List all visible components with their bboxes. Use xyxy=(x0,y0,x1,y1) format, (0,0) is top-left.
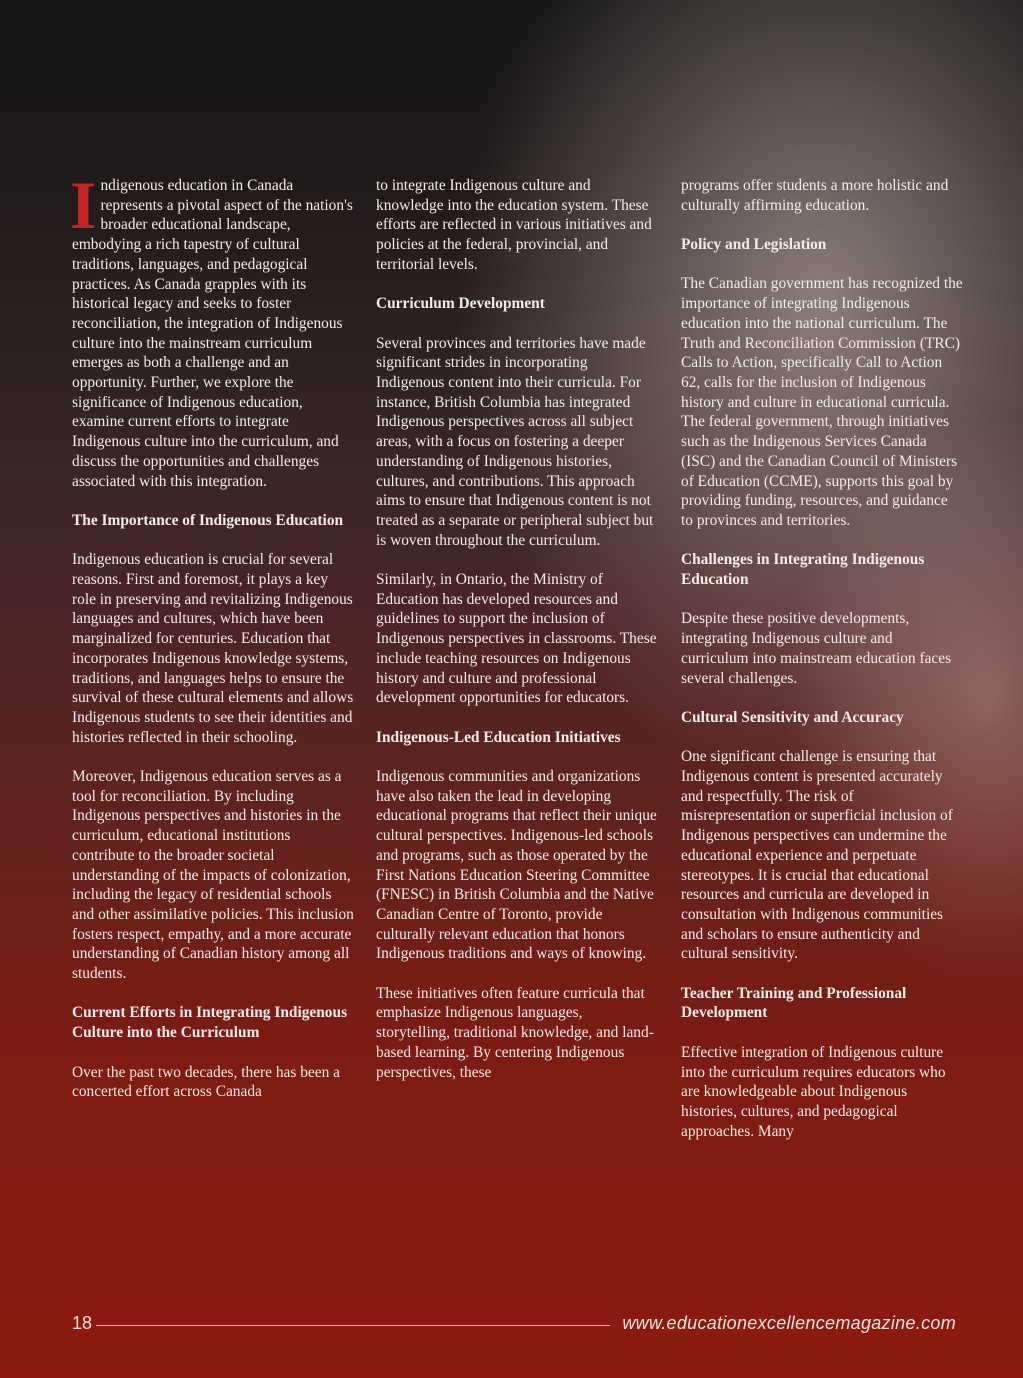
heading-policy: Policy and Legislation xyxy=(681,236,827,254)
drop-cap: I xyxy=(70,167,97,243)
heading-curriculum-development: Curriculum Development xyxy=(376,295,545,313)
paragraph: Despite these positive developments, integrating Indigenous culture and curriculum into mainstream education faces several challenges. xyxy=(681,610,952,687)
heading-current-efforts: Current Efforts in Integrating Indigenous Culture into the Curriculum xyxy=(72,1004,348,1042)
paragraph: Over the past two decades, there has been a concerted effort across Canada xyxy=(72,1063,340,1101)
paragraph: The Canadian government has recognized the importance of integrating Indigenous education into the national curriculum. The Truth and Reconciliation Commission (TRC) Calls to Action, specifically Call to Action 62, calls for the inclusion of Indigenous history and culture in educational curricula. The federal government, through initiatives such as the Indigenous Services Canada (ISC) and the Canadian Council of Ministers of Education (CCME), supports this goal by providing funding, resources, and guidance to provinces and territories. xyxy=(681,275,963,529)
footer-divider xyxy=(96,1325,610,1326)
paragraph: Several provinces and territories have made significant strides in incorporating Indigenous content into their curricula. For instance, British Columbia has integrated Indigenous perspectives across all subject areas, with a focus on fostering a deeper understanding of Indigenous histories, cultures, and contributions. This approach aims to ensure that Indigenous content is not treated as a separate or peripheral subject but is woven throughout the curriculum. xyxy=(376,334,654,549)
paragraph: Indigenous communities and organizations have also taken the lead in developing educational programs that reflect their unique cultural perspectives. Indigenous-led schools and programs, such as those operated by the First Nations Education Steering Committee (FNESC) in British Columbia and the Native Canadian Centre of Toronto, provide culturally relevant education that honors Indigenous traditions and ways of knowing. xyxy=(376,768,657,963)
paragraph: programs offer students a more holistic and culturally affirming education. xyxy=(681,177,949,214)
website-link[interactable]: www.educationexcellencemagazine.com xyxy=(622,1313,956,1333)
paragraph: One significant challenge is ensuring that Indigenous content is presented accurately and respectfully. The risk of misrepresentation or superficial inclusion of Indigenous perspectives can undermine the educational experience and perpetuate stereotypes. It is crucial that educational resources and curricula are developed in consultation with Indigenous communities and scholars to ensure authenticity and cultural sensitivity. xyxy=(681,748,953,963)
article-column-3 xyxy=(681,176,963,1161)
paragraph: Similarly, in Ontario, the Ministry of Education has developed resources and guidelines to support the inclusion of Indigenous perspectives in classrooms. These include teaching resources on Indigenous history and culture and professional development opportunities for educators. xyxy=(376,571,657,707)
heading-challenges: Challenges in Integrating Indigenous Education xyxy=(681,551,925,589)
paragraph: These initiatives often feature curricula that emphasize Indigenous languages, storytelling, traditional knowledge, and land-based learning. By centering Indigenous perspectives, these xyxy=(376,984,654,1081)
article-column-1 xyxy=(70,167,354,1122)
paragraph: Indigenous education is crucial for several reasons. First and foremost, it plays a key role in preserving and revitalizing Indigenous languages and cultures, which have been marginalized for centuries. Education that incorporates Indigenous knowledge systems, traditions, and languages helps to ensure the survival of these cultural elements and allows Indigenous students to see their identities and histories reflected in their schooling. xyxy=(72,551,354,746)
page-number: 18 xyxy=(72,1313,93,1333)
page-footer xyxy=(0,1311,1023,1341)
paragraph: to integrate Indigenous culture and knowledge into the education system. These efforts are reflected in various initiatives and policies at the federal, provincial, and territorial levels. xyxy=(376,177,652,273)
heading-importance: The Importance of Indigenous Education xyxy=(72,511,344,529)
heading-indigenous-led: Indigenous-Led Education Initiatives xyxy=(376,728,621,746)
paragraph: Effective integration of Indigenous culture into the curriculum requires educators who are knowledgeable about Indigenous histories, cultures, and pedagogical approaches. Many xyxy=(681,1043,946,1140)
heading-cultural-sensitivity: Cultural Sensitivity and Accuracy xyxy=(681,708,904,726)
intro-paragraph: Indigenous education in Canada represents a pivotal aspect of the nation's broader educational landscape, embodying a rich tapestry of cultural traditions, languages, and pedagogical practices. As Canada grapples with its historical legacy and seeks to foster reconciliation, the integration of Indigenous culture into the mainstream curriculum emerges as both a challenge and an opportunity. Further, we explore the significance of Indigenous education, examine current efforts to integrate Indigenous culture into the curriculum, and discuss the opportunities and challenges associated with this integration. xyxy=(70,167,353,490)
heading-teacher-training: Teacher Training and Professional Development xyxy=(681,984,907,1022)
article-column-2 xyxy=(376,176,658,1102)
paragraph: Moreover, Indigenous education serves as a tool for reconciliation. By including Indigenous perspectives and histories in the curriculum, educational institutions contribute to the broader societal understanding of the impacts of colonization, including the legacy of residential schools and other assimilative policies. This inclusion fosters respect, empathy, and a more accurate understanding of Canadian history among all students. xyxy=(72,768,354,983)
